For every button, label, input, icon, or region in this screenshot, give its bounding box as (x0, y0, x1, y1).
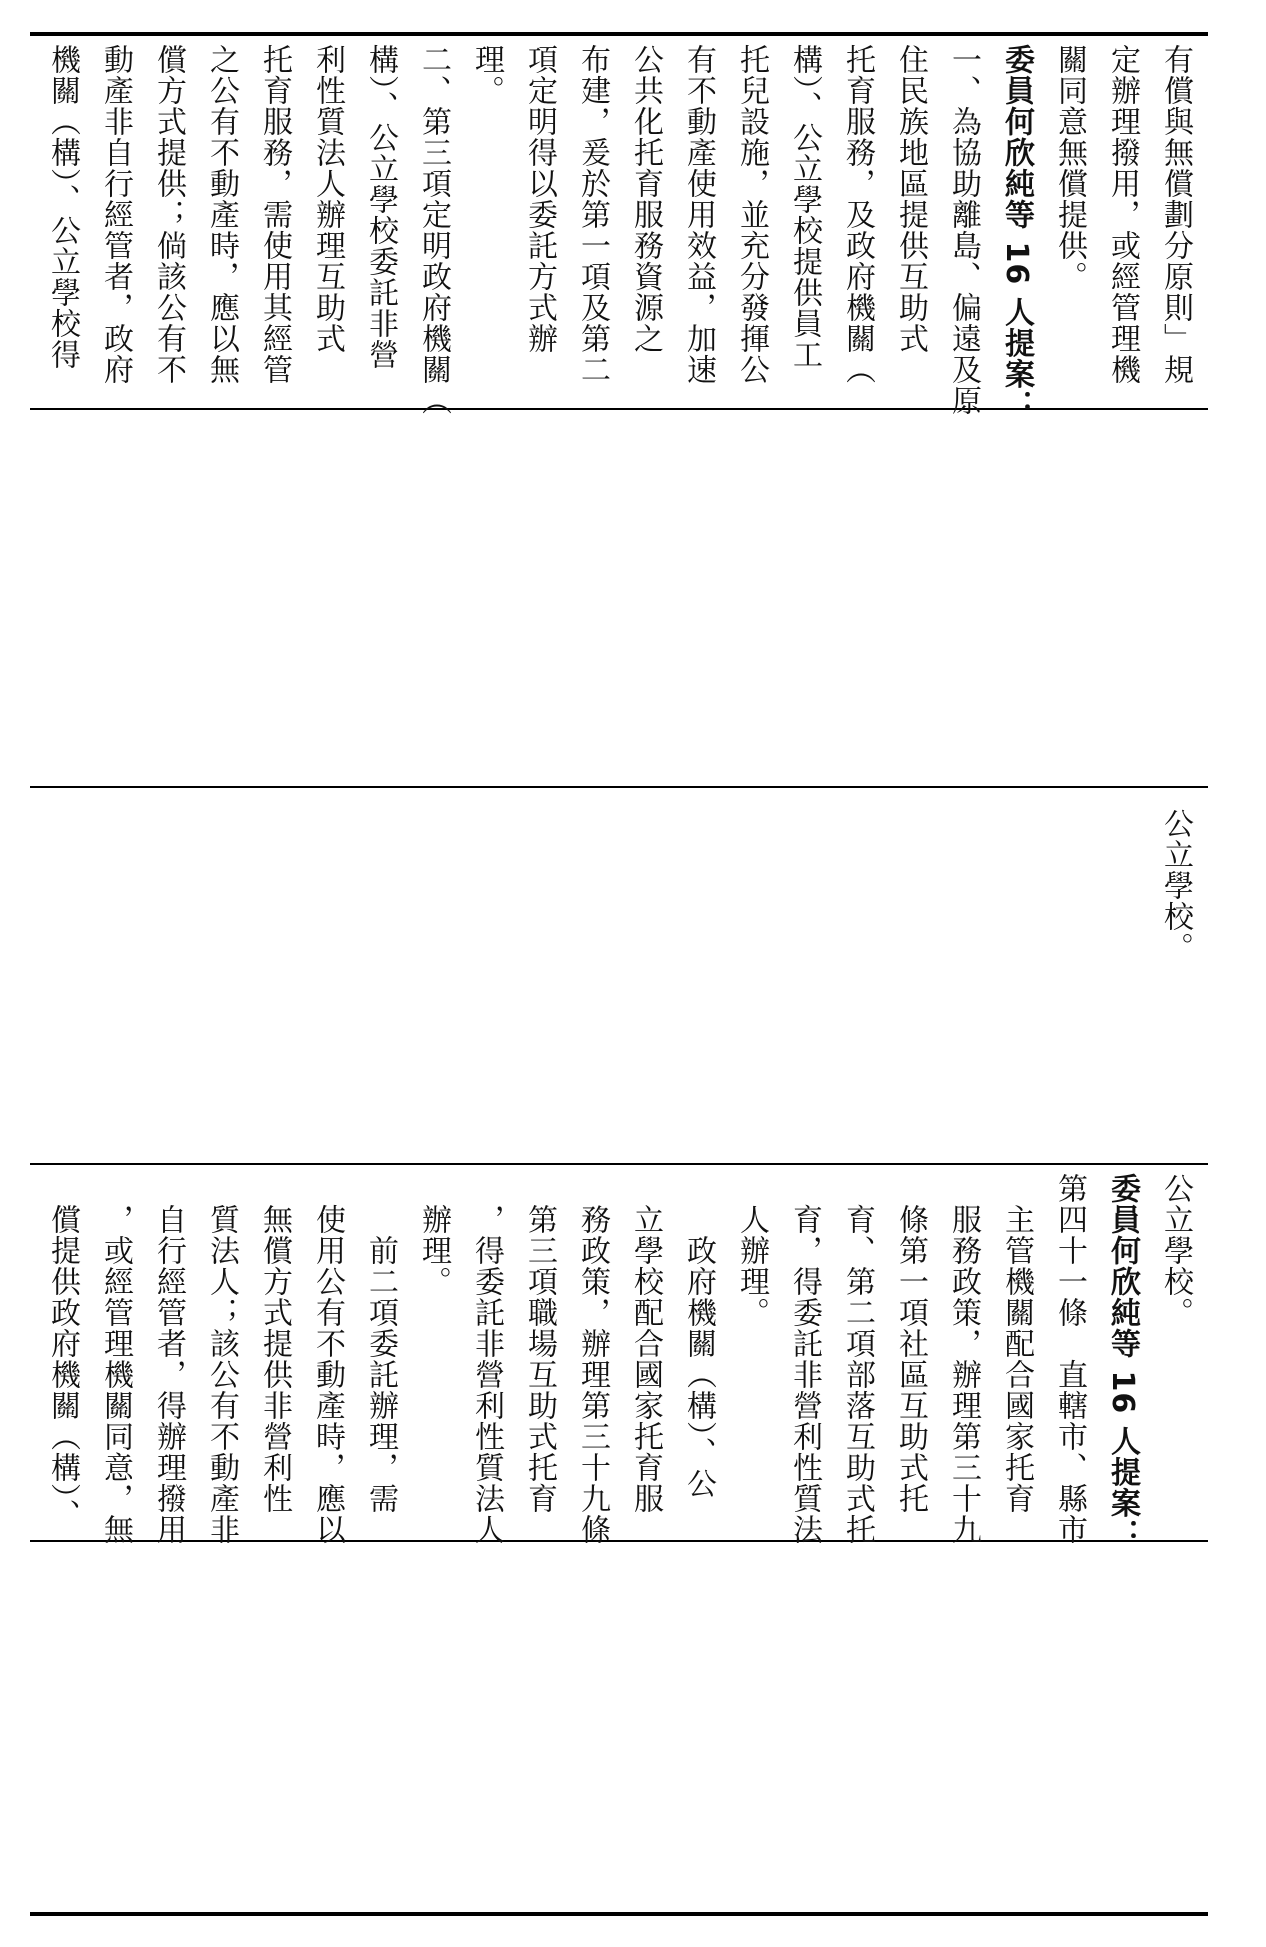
text-line: 機關（構）、公立學校得 (45, 44, 80, 370)
table-cell-current-law (30, 788, 1208, 1163)
proposal-heading: 委員何欣純等 16 人提案： (1105, 1173, 1140, 1550)
text-line: 人辦理。 (734, 1173, 769, 1328)
text-line: 務政策，辦理第三十九條 (575, 1173, 610, 1545)
table-cell-empty (30, 1542, 1208, 1912)
text-line: 二、第三項定明政府機關（ (416, 44, 451, 416)
text-line: 定辦理撥用，或經管理機 (1105, 44, 1140, 385)
text-line: 布建，爰於第一項及第二 (575, 44, 610, 385)
text-line: 服務政策，辦理第三十九 (946, 1173, 981, 1545)
table-bottom-rule (30, 1912, 1208, 1916)
text-line: 有償與無償劃分原則」規 (1158, 44, 1193, 385)
text-line: 項定明得以委託方式辦 (522, 44, 557, 354)
table-cell-empty (30, 410, 1208, 786)
text-line: 主管機關配合國家托育 (999, 1173, 1034, 1514)
text-line: ，或經管理機關同意，無 (98, 1173, 133, 1545)
text-line: 關同意無償提供。 (1052, 44, 1087, 292)
text-line: 利性質法人辦理互助式 (310, 44, 345, 354)
text-line: 托兒設施，並充分發揮公 (734, 44, 769, 385)
text-line: 無償方式提供非營利性 (257, 1173, 292, 1514)
article-heading: 第四十一條 直轄市、縣市 (1052, 1173, 1087, 1545)
text-line: 公立學校。 (1158, 808, 1193, 963)
text-line: 質法人；該公有不動產非 (204, 1173, 239, 1545)
text-line: 前二項委託辦理，需 (363, 1173, 398, 1514)
text-line: 住民族地區提供互助式 (893, 44, 928, 354)
text-line: 政府機關（構）、公 (681, 1173, 716, 1499)
text-line: 托育服務，需使用其經管 (257, 44, 292, 385)
proposal-heading: 委員何欣純等 16 人提案： (999, 44, 1034, 421)
text-line: 構）、公立學校提供員工 (787, 44, 822, 370)
text-line: 育、第二項部落互助式托 (840, 1173, 875, 1545)
text-line: 自行經管者，得辦理撥用 (151, 1173, 186, 1545)
text-line: 償方式提供；倘該公有不 (151, 44, 186, 385)
text-line: 動產非自行經管者，政府 (98, 44, 133, 385)
text-line: 立學校配合國家托育服 (628, 1173, 663, 1514)
text-line: 之公有不動產時，應以無 (204, 44, 239, 385)
text-line: 育，得委託非營利性質法 (787, 1173, 822, 1545)
table-cell-explanation (30, 36, 1208, 421)
text-line: 使用公有不動產時，應以 (310, 1173, 345, 1545)
text-line: 理。 (469, 44, 504, 106)
text-line: 第三項職場互助式托育 (522, 1173, 557, 1514)
text-line: 償提供政府機關（構）、 (45, 1173, 80, 1530)
text-line: 有不動產使用效益，加速 (681, 44, 716, 385)
text-line: 公立學校。 (1158, 1173, 1193, 1328)
table-cell-proposed-article (30, 1165, 1208, 1550)
text-line: 條第一項社區互助式托 (893, 1173, 928, 1514)
text-line: ，得委託非營利性質法人 (469, 1173, 504, 1545)
text-line: 公共化托育服務資源之 (628, 44, 663, 354)
text-line: 一、為協助離島、偏遠及原 (946, 44, 981, 416)
text-line: 托育服務，及政府機關（ (840, 44, 875, 385)
text-line: 構）、公立學校委託非營 (363, 44, 398, 370)
text-line: 辦理。 (416, 1173, 451, 1297)
